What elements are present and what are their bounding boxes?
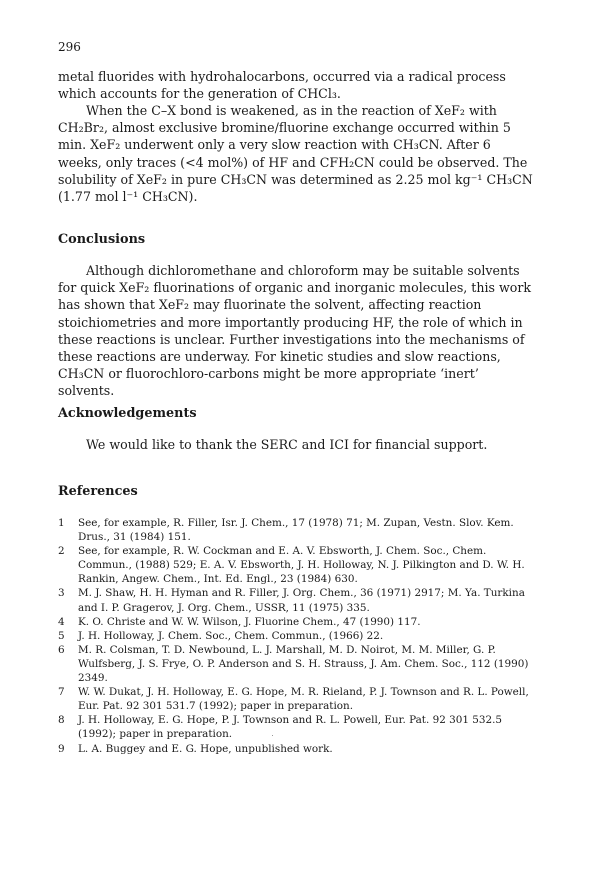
- references-heading: References: [58, 484, 138, 499]
- reference-text: L. A. Buggey and E. G. Hope, unpublished work.: [78, 742, 333, 755]
- reference-number: 1: [58, 517, 65, 529]
- reference-item: [58, 516, 538, 544]
- reference-text: W. W. Dukat, J. H. Holloway, E. G. Hope, M. R. Rieland, P. J. Townson and R. L. Powell, Eur. Pat. 92 301 531.7 (1992); paper in preparation.: [78, 686, 529, 713]
- reference-number: 9: [58, 742, 65, 755]
- intro-paragraph-1: metal fluorides with hydrohalocarbons, occurred via a radical process which accounts for the generation of CHCl₃.: [58, 69, 506, 102]
- reference-item: [58, 643, 538, 685]
- reference-item: [58, 586, 538, 614]
- reference-item: [58, 742, 538, 756]
- reference-text: J. H. Holloway, E. G. Hope, P. J. Townson and R. L. Powell, Eur. Pat. 92 301 532.5 (1992); paper in preparation.: [78, 714, 502, 741]
- reference-number: 7: [58, 686, 65, 699]
- reference-item: [58, 685, 538, 713]
- reference-item: [58, 544, 538, 586]
- reference-number: 5: [58, 629, 65, 642]
- reference-number: 8: [58, 714, 65, 727]
- reference-item: [58, 629, 538, 643]
- intro-paragraph-2: When the C–X bond is weakened, as in the reaction of XeF₂ with CH₂Br₂, almost exclusive bromine/fluorine exchange occurred within 5 min. XeF₂ underwent only a very slow reaction with CH₃CN. After 6 weeks, only traces (<4 mol%) of HF and CFH₂CN could be observed. The solubility of XeF₂ in pure CH₃CN was determined as 2.25 mol kg⁻¹ CH₃CN (1.77 mol l⁻¹ CH₃CN).: [58, 103, 533, 205]
- reference-item: [58, 713, 538, 741]
- reference-number: 3: [58, 587, 65, 600]
- stray-mark: [272, 735, 273, 736]
- reference-text: K. O. Christe and W. W. Wilson, J. Fluorine Chem., 47 (1990) 117.: [78, 615, 421, 628]
- conclusions-heading: Conclusions: [58, 232, 146, 247]
- reference-text: M. R. Colsman, T. D. Newbound, L. J. Marshall, M. D. Noirot, M. M. Miller, G. P. Wulfsberg, J. S. Frye, O. P. Anderson and S. H. Strauss, J. Am. Chem. Soc., 112 (1990) 2349.: [78, 643, 529, 685]
- conclusions-paragraph: Although dichloromethane and chloroform may be suitable solvents for quick XeF₂ fluorinations of organic and inorganic molecules, this work has shown that XeF₂ may fluorinate the solvent, affecting reaction stoichiometries and more importantly producing HF, the role of which in these reactions is unclear. Further investigations into the mechanisms of these reactions are underway. For kinetic studies and slow reactions, CH₃CN or fluorochloro-carbons might be more appropriate ‘inert’ solvents.: [58, 263, 531, 399]
- reference-text: J. H. Holloway, J. Chem. Soc., Chem. Commun., (1966) 22.: [78, 629, 384, 642]
- page-number: 296: [58, 40, 81, 54]
- reference-number: 2: [58, 545, 65, 558]
- acknowledgements-paragraph: We would like to thank the SERC and ICI for financial support.: [86, 437, 488, 452]
- reference-text: M. J. Shaw, H. H. Hyman and R. Filler, J. Org. Chem., 36 (1971) 2917; M. Ya. Turkina and I. P. Gragerov, J. Org. Chem., USSR, 11 (1975) 335.: [78, 587, 525, 614]
- reference-text: See, for example, R. W. Cockman and E. A. V. Ebsworth, J. Chem. Soc., Chem. Commun., (1988) 529; E. A. V. Ebsworth, J. H. Holloway, N. J. Pilkington and D. W. H. Rankin, Angew. Chem., Int. Ed. Engl., 23 (1984) 630.: [78, 545, 525, 586]
- acknowledgements-heading: Acknowledgements: [58, 406, 197, 421]
- references-list: [58, 516, 538, 756]
- reference-number: 4: [58, 615, 65, 628]
- reference-number: 6: [58, 643, 65, 656]
- reference-text: See, for example, R. Filler, Isr. J. Chem., 17 (1978) 71; M. Zupan, Vestn. Slov. Kem. Drus., 31 (1984) 151.: [78, 517, 514, 544]
- reference-item: [58, 615, 538, 629]
